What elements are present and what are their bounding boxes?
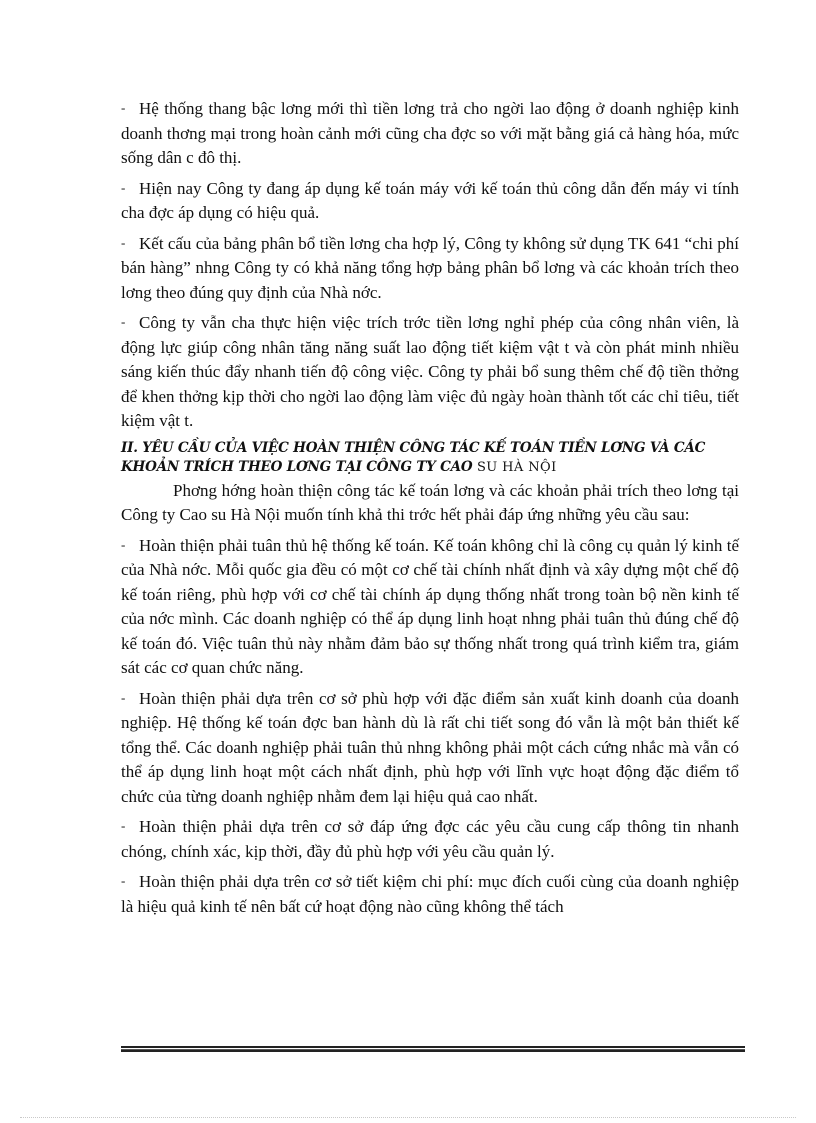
intro-paragraph: Phơng hớng hoàn thiện công tác kế toán lơng và các khoản phải trích theo lơng tại Công ty Cao su Hà Nội muốn tính khả thi trớc hết phải đáp ứng những yêu cầu sau: <box>121 480 739 524</box>
document-body <box>121 96 739 924</box>
bullet-marker: - <box>121 100 126 115</box>
bullet-marker: - <box>121 873 126 888</box>
paragraph-text: Hoàn thiện phải tuân thủ hệ thống kế toán. Kế toán không chỉ là công cụ quản lý kinh tế của Nhà nớc. Mỗi quốc gia đều có một cơ chế tài chính nhất định và xây dựng một chế độ kế toán riêng, phù hợp với cơ chế tài chính áp dụng thống nhất trong toàn bộ nền kinh tế của nớc mình. Các doanh nghiệp có thể áp dụng linh hoạt nhng phải tuân thủ đúng chế độ kế toán đó. Việc tuân thủ này nhằm đảm bảo sự thống nhất trong quá trình kiểm tra, giám sát các cơ quan chức năng. <box>121 535 739 677</box>
paragraph-text: Hệ thống thang bậc lơng mới thì tiền lơng trả cho ngời lao động ở doanh nghiệp kinh doanh thơng mại trong hoàn cảnh mới cũng cha đợc so với mặt bằng giá cả hàng hóa, mức sống dân c đô thị. <box>121 99 739 167</box>
paragraph-text: Hoàn thiện phải dựa trên cơ sở đáp ứng đợc các yêu cầu cung cấp thông tin nhanh chóng, chính xác, kịp thời, đầy đủ phù hợp với yêu cầu quản lý. <box>121 817 739 861</box>
section-heading-tail: SU HÀ NỘI <box>476 459 557 475</box>
paragraph-text: Kết cấu của bảng phân bổ tiền lơng cha hợp lý, Công ty không sử dụng TK 641 “chi phí bán hàng” nhng Công ty có khả năng tổng hợp bảng phân bổ lơng và các khoản trích theo lơng theo đúng quy định của Nhà nớc. <box>121 233 739 302</box>
bullet-marker: - <box>121 689 126 705</box>
bullet-marker: - <box>121 234 126 250</box>
bullet-marker: - <box>121 179 126 195</box>
paragraph-text: Hiện nay Công ty đang áp dụng kế toán máy với kế toán thủ công dẫn đến máy vi tính cha đợc áp dụng có hiệu quả. <box>121 178 739 222</box>
paragraph-text: Hoàn thiện phải dựa trên cơ sở phù hợp với đặc điểm sản xuất kinh doanh của doanh nghiệp. Hệ thống kế toán đợc ban hành dù là rất chi tiết song đó vẫn là một bản thiết kế tổng thể. Các doanh nghiệp phải tuân thủ nhng không phải một cách cứng nhắc mà vẫn có thể áp dụng linh hoạt một cách nhất định, phù hợp với lĩnh vực hoạt động đặc điểm tổ chức của từng doanh nghiệp nhằm đem lại hiệu quả cao nhất. <box>121 688 739 806</box>
bullet-marker: - <box>121 818 126 833</box>
paragraph-leave-provision <box>121 310 739 434</box>
paragraph-text: Hoàn thiện phải dựa trên cơ sở tiết kiệm chi phí: mục đích cuối cùng của doanh nghiệp là hiệu quả kinh tế nên bất cứ hoạt động nào cũng không thể tách <box>121 872 739 916</box>
section-heading-main: II. YÊU CẦU CỦA VIỆC HOÀN THIỆN CÔNG TÁC KẾ TOÁN TIỀN LƠNG VÀ CÁC KHOẢN TRÍCH THEO LƠNG TẠI CÔNG TY CAO <box>121 439 706 475</box>
paragraph-allocation-table <box>121 231 739 306</box>
paragraph-cost-saving <box>121 869 739 919</box>
paragraph-text: Công ty vẫn cha thực hiện việc trích trớc tiền lơng nghỉ phép của công nhân viên, là động lực giúp công nhân tăng năng suất lao động tiết kiệm vật t và còn phát minh nhiều sáng kiến thúc đẩy nhanh tiến độ công việc. Công ty phải bổ sung thêm chế độ tiền thởng để khen thởng kịp thời cho ngời lao động làm việc đủ ngày hoàn thành tốt các chỉ tiêu, tiết kiệm vật t. <box>121 313 739 430</box>
paragraph-business-fit <box>121 686 739 810</box>
paragraph-accounting-software <box>121 176 739 226</box>
bullet-marker: - <box>121 314 126 329</box>
paragraph-comply-system <box>121 533 739 681</box>
paragraph-information <box>121 814 739 864</box>
footer-double-rule <box>121 1046 745 1052</box>
bullet-marker: - <box>121 536 126 552</box>
section-heading <box>121 439 739 477</box>
page-edge-divider <box>20 1117 796 1118</box>
paragraph-wage-scale <box>121 96 739 171</box>
